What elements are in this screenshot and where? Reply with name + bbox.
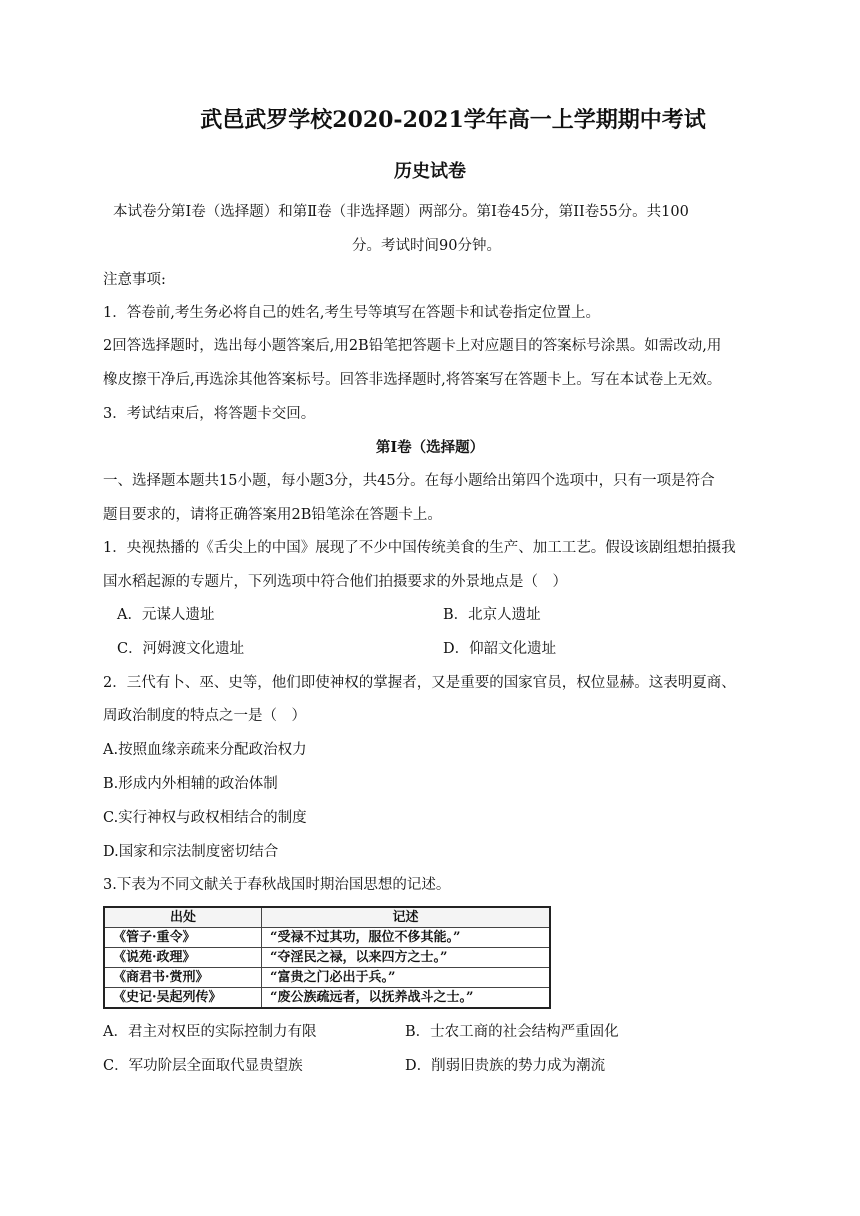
note-2-line-1: 2回答选择题时，选出每小题答案后,用2B铅笔把答题卡上对应题目的答案标号涂黑。如需改动,用 [103,338,722,354]
table-cell-record: “受禄不过其功，服位不侈其能。” [262,928,551,948]
q2-option-a: A.按照血缘亲疏来分配政治权力 [103,742,307,758]
table-cell-source: 《管子·重令》 [104,928,262,948]
table-cell-record: “夺淫民之禄，以来四方之士。” [262,948,551,968]
exam-subtitle: 历史试卷 [394,161,466,182]
q1-option-c: C．河姆渡文化遗址 [117,641,245,657]
q3-option-a: A．君主对权臣的实际控制力有限 [103,1024,317,1040]
table-row [104,968,550,988]
table-cell-record: “富贵之门必出于兵。” [262,968,551,988]
q3-option-c: C．军功阶层全面取代显贵望族 [103,1058,303,1074]
q2-option-b: B.形成内外相辅的政治体制 [103,776,278,792]
table-cell-source: 《说苑·政理》 [104,948,262,968]
notes-heading: 注意事项: [103,272,166,288]
table-cell-source: 《史记·吴起列传》 [104,988,262,1009]
q2-option-d: D.国家和宗法制度密切结合 [103,844,279,860]
section-instructions-line-1: 一、选择题本题共15小题，每小题3分，共45分。在每小题给出第四个选项中，只有一项是符合 [103,473,715,489]
note-2-line-2: 橡皮擦干净后,再选涂其他答案标号。回答非选择题时,将答案写在答题卡上。写在本试卷上无效。 [103,372,722,388]
q2-stem-line-2: 周政治制度的特点之一是（ ） [103,708,306,724]
intro-line-2: 分。考试时间90分钟。 [352,238,501,254]
table-header-source: 出处 [104,907,262,928]
q2-option-c: C.实行神权与政权相结合的制度 [103,810,307,826]
q3-stem: 3.下表为不同文献关于春秋战国时期治国思想的记述。 [103,877,451,893]
intro-line-1: 本试卷分第Ⅰ卷（选择题）和第Ⅱ卷（非选择题）两部分。第Ⅰ卷45分，第II卷55分。共100 [113,204,689,220]
q3-option-d: D．削弱旧贵族的势力成为潮流 [405,1058,606,1074]
section-heading: 第Ⅰ卷（选择题） [375,439,485,456]
note-1: 1．答卷前,考生务必将自己的姓名,考生号等填写在答题卡和试卷指定位置上。 [103,305,600,321]
table-row [104,988,550,1009]
table-row [104,948,550,968]
table-header-row [104,907,550,928]
table-header-record: 记述 [262,907,551,928]
section-instructions-line-2: 题目要求的，请将正确答案用2B铅笔涂在答题卡上。 [103,507,442,523]
q2-stem-line-1: 2．三代有卜、巫、史等，他们即使神权的掌握者，又是重要的国家官员，权位显赫。这表明夏商、 [103,675,736,691]
q1-option-a: A．元谋人遗址 [117,607,215,623]
q1-option-d: D．仰韶文化遗址 [443,641,557,657]
table-cell-record: “废公族疏远者，以抚养战斗之士。” [262,988,551,1009]
q3-source-table [103,906,551,1009]
table-cell-source: 《商君书·赏刑》 [104,968,262,988]
q1-option-b: B．北京人遗址 [443,607,541,623]
table-row [104,928,550,948]
exam-title: 武邑武罗学校2020-2021学年高一上学期期中考试 [200,107,706,133]
q1-stem-line-2: 国水稻起源的专题片，下列选项中符合他们拍摄要求的外景地点是（ ） [103,574,567,590]
note-3: 3．考试结束后，将答题卡交回。 [103,406,316,422]
q3-option-b: B．士农工商的社会结构严重固化 [405,1024,619,1040]
q1-stem-line-1: 1．央视热播的《舌尖上的中国》展现了不少中国传统美食的生产、加工工艺。假设该剧组想拍摄我 [103,540,736,556]
